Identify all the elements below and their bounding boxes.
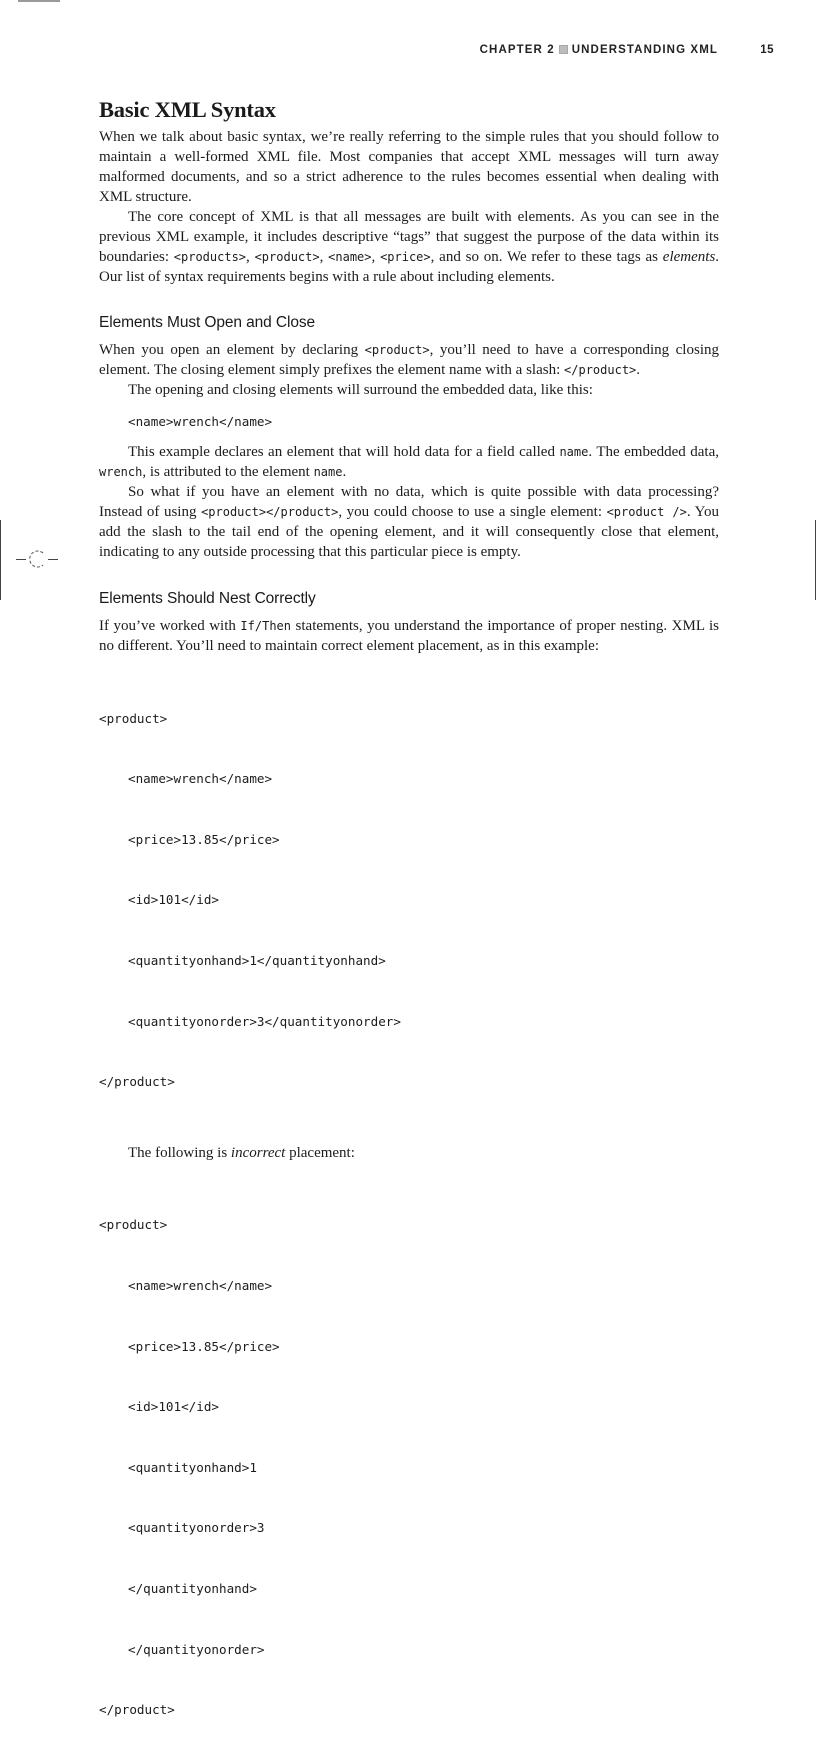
nesting-paragraph-1: [99, 616, 719, 656]
text-run: .: [342, 464, 347, 481]
inline-code: <product>: [254, 250, 320, 264]
inline-code: <price>: [380, 250, 431, 264]
text-run: If you’ve worked with: [99, 618, 241, 635]
separator-square-icon: [559, 45, 568, 54]
intro-paragraph-1: When we talk about basic syntax, we’re really referring to the simple rules that you should follow to maintain a well-formed XML file. Most companies that accept XML messages will turn away malformed documents, and so a strict adherence to the rules becomes essential when dealing with XML structure.: [99, 129, 719, 205]
emphasis: incorrect: [230, 1144, 286, 1161]
text-run: . Our list of syntax requirements begins with a rule about including elements.: [99, 249, 720, 285]
top-crop-line: [18, 0, 60, 2]
chapter-title: UNDERSTANDING XML: [571, 44, 718, 56]
open-close-paragraph-2: The opening and closing elements will surround the embedded data, like this:: [128, 382, 593, 398]
open-close-paragraph-1: [99, 340, 719, 380]
code-line: <quantityonhand>1</quantityonhand>: [128, 953, 386, 969]
code-line: <id>101</id>: [128, 1399, 219, 1415]
crop-mark-left: [0, 520, 1, 600]
page-number: 15: [760, 44, 774, 56]
text-run: ,: [246, 249, 255, 265]
code-line: <price>13.85</price>: [128, 831, 280, 847]
code-example-correct: [99, 668, 719, 1133]
code-line: <product>: [99, 710, 168, 726]
crop-mark-tick-right: [48, 559, 58, 560]
inline-code: <products>: [173, 250, 247, 264]
text-run: .: [636, 362, 641, 378]
inline-code: If/Then: [240, 619, 291, 634]
code-line: <quantityonhand>1: [128, 1459, 257, 1475]
intro-paragraph-2: [99, 207, 719, 287]
text-run: ,: [371, 249, 381, 265]
code-line: <product>: [99, 1217, 168, 1233]
code-line: <quantityonorder>3: [128, 1520, 265, 1536]
inline-code: <product />: [606, 505, 687, 520]
text-run: So what if you have an element with no data, which is quite possible with data processing? Instead of using: [99, 484, 719, 521]
page-body: [99, 95, 719, 1761]
code-line: </product>: [99, 1074, 175, 1090]
crop-mark-tick-left: [16, 559, 26, 560]
text-run: The core concept of XML is that all messages are built with elements. As you can see in the previous XML example, it includes descriptive “tags” that suggest the purpose of the data within its boundaries:: [99, 209, 719, 265]
inline-code: </product>: [564, 363, 637, 377]
code-line: <id>101</id>: [128, 892, 219, 908]
running-head: [480, 44, 718, 56]
registration-mark-icon: [26, 548, 48, 570]
code-line: <name>wrench</name>: [128, 771, 273, 787]
text-run: placement:: [285, 1144, 355, 1161]
text-run: The following is: [128, 1144, 231, 1161]
chapter-label: CHAPTER 2: [479, 44, 555, 56]
text-run: , you’ll need to have a corresponding closing element. The closing element simply prefixes the element name with a slash:: [99, 342, 719, 378]
inline-code: <name>: [328, 250, 372, 264]
inline-code: name: [559, 445, 589, 460]
text-run: When you open an element by declaring: [99, 342, 365, 358]
code-line: <price>13.85</price>: [128, 1338, 280, 1354]
text-run: , is attributed to the element: [142, 464, 314, 481]
nesting-paragraph-2: [99, 1143, 719, 1163]
section-title: Basic XML Syntax: [99, 97, 276, 122]
code-example-name: [99, 412, 719, 432]
subheading-nesting: Elements Should Nest Correctly: [99, 590, 316, 608]
text-run: This example declares an element that will hold data for a field called: [128, 444, 560, 461]
open-close-paragraph-4: [99, 482, 719, 562]
text-run: , and so on. We refer to these tags as: [430, 249, 663, 265]
code-example-incorrect: [99, 1175, 719, 1761]
subheading-open-close: Elements Must Open and Close: [99, 314, 316, 331]
code-line: </product>: [99, 1702, 175, 1718]
text-run: ,: [319, 249, 329, 265]
running-header: [0, 44, 816, 60]
code-line: <name>wrench</name>: [128, 414, 273, 429]
text-run: , you could choose to use a single element:: [338, 504, 607, 521]
inline-code: <product>: [364, 343, 430, 357]
code-line: <name>wrench</name>: [128, 1277, 273, 1293]
text-run: . The embedded data,: [588, 444, 719, 461]
code-line: </quantityonhand>: [128, 1580, 257, 1596]
code-line: </quantityonorder>: [128, 1641, 265, 1657]
emphasis: elements: [662, 249, 716, 265]
code-line: <quantityonorder>3</quantityonorder>: [128, 1013, 401, 1029]
inline-code: name: [313, 465, 343, 480]
open-close-paragraph-3: [99, 442, 719, 482]
text-run: statements, you understand the importance of proper nesting. XML is no different. You’ll need to maintain correct element placement, as in this example:: [99, 618, 719, 655]
inline-code: <product></product>: [201, 505, 339, 520]
text-run: . You add the slash to the tail end of the opening element, and it will consequently close that element, indicating to any outside processing that this particular piece is empty.: [99, 504, 719, 561]
inline-code: wrench: [99, 465, 143, 480]
